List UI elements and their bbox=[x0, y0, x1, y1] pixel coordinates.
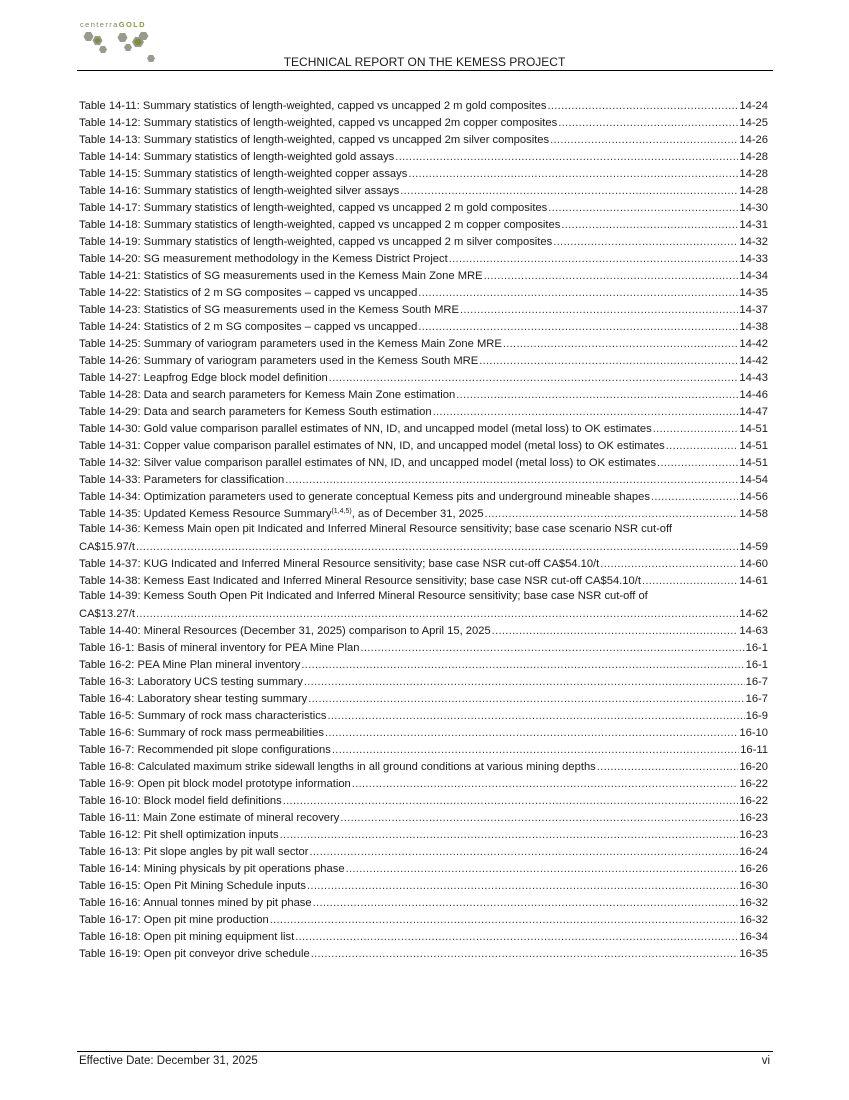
toc-entry-title bbox=[79, 235, 552, 250]
toc-dot-leader bbox=[550, 133, 738, 148]
toc-entry-title-text: Table 14-16: Summary statistics of length-weighted silver assays bbox=[79, 185, 400, 197]
toc-entry-title-text: Table 14-24: Statistics of 2 m SG composites – capped vs uncapped bbox=[79, 321, 418, 333]
toc-entry[interactable] bbox=[79, 589, 768, 622]
toc-entry-page: 16-32 bbox=[739, 897, 768, 909]
toc-dot-leader bbox=[329, 371, 739, 386]
toc-entry-title-text: Table 14-22: Statistics of 2 m SG composites – capped vs uncapped bbox=[79, 287, 418, 299]
toc-entry[interactable] bbox=[79, 741, 768, 758]
toc-entry-page: 14-34 bbox=[739, 270, 768, 282]
toc-entry[interactable] bbox=[79, 165, 768, 182]
toc-entry-page: 16-22 bbox=[739, 795, 768, 807]
toc-entry-page: 16-10 bbox=[739, 727, 768, 739]
toc-entry[interactable] bbox=[79, 555, 768, 572]
toc-entry-page: 14-62 bbox=[739, 608, 768, 620]
toc-entry-page: 14-37 bbox=[739, 304, 768, 316]
toc-dot-leader bbox=[492, 624, 739, 639]
toc-entry-title bbox=[79, 726, 324, 741]
toc-entry-title-text: Table 14-18: Summary statistics of length-weighted, capped vs uncapped 2 m copper composites bbox=[79, 219, 561, 231]
toc-dot-leader bbox=[484, 269, 739, 284]
toc-entry-title-text: Table 14-11: Summary statistics of length-weighted, capped vs uncapped 2 m gold composites bbox=[79, 100, 547, 112]
toc-entry[interactable] bbox=[79, 250, 768, 267]
toc-entry[interactable] bbox=[79, 114, 768, 131]
toc-entry[interactable] bbox=[79, 471, 768, 488]
toc-entry-page: 14-35 bbox=[739, 287, 768, 299]
toc-entry[interactable] bbox=[79, 267, 768, 284]
toc-entry[interactable] bbox=[79, 792, 768, 809]
toc-entry-page: 14-58 bbox=[739, 508, 768, 520]
toc-entry[interactable] bbox=[79, 420, 768, 437]
toc-entry[interactable] bbox=[79, 826, 768, 843]
toc-entry-page: 14-63 bbox=[739, 625, 768, 637]
toc-entry-page: 16-26 bbox=[739, 863, 768, 875]
toc-entry-title bbox=[79, 388, 455, 403]
toc-entry-page: 14-54 bbox=[739, 474, 768, 486]
toc-entry[interactable] bbox=[79, 843, 768, 860]
toc-entry[interactable] bbox=[79, 318, 768, 335]
toc-entry-page: 16-34 bbox=[739, 931, 768, 943]
toc-dot-leader bbox=[479, 354, 738, 369]
toc-entry-title bbox=[79, 201, 547, 216]
toc-entry-title bbox=[79, 99, 546, 114]
toc-entry-page: 16-20 bbox=[739, 761, 768, 773]
toc-dot-leader bbox=[307, 879, 738, 894]
toc-entry-title-text: Table 16-10: Block model field definitions bbox=[79, 795, 282, 807]
toc-dot-leader bbox=[653, 422, 739, 437]
toc-entry-page: 14-61 bbox=[739, 575, 768, 587]
toc-entry-title-text: Table 16-7: Recommended pit slope configurations bbox=[79, 744, 331, 756]
toc-entry-title bbox=[79, 574, 641, 589]
toc-entry[interactable] bbox=[79, 622, 768, 639]
toc-entry-page: 14-51 bbox=[739, 440, 768, 452]
toc-entry[interactable] bbox=[79, 724, 768, 741]
toc-entry-title-text: Table 16-4: Laboratory shear testing summary bbox=[79, 693, 308, 705]
toc-dot-leader bbox=[418, 320, 738, 335]
toc-entry-page: 16-32 bbox=[739, 914, 768, 926]
toc-dot-leader bbox=[561, 218, 738, 233]
toc-entry-title-text: Table 16-6: Summary of rock mass permeabilities bbox=[79, 727, 324, 739]
toc-dot-leader bbox=[325, 726, 738, 741]
toc-dot-leader bbox=[340, 811, 738, 826]
toc-dot-leader bbox=[295, 930, 738, 945]
toc-entry-page: 14-25 bbox=[739, 117, 768, 129]
toc-dot-leader bbox=[327, 709, 744, 724]
logo-wordmark: centerraGOLD bbox=[80, 20, 146, 29]
toc-dot-leader bbox=[503, 337, 739, 352]
toc-dot-leader bbox=[360, 641, 744, 656]
toc-entry[interactable] bbox=[79, 386, 768, 403]
toc-entry-title-text: Table 14-28: Data and search parameters for Kemess Main Zone estimation bbox=[79, 389, 456, 401]
toc-entry-title-text: Table 14-27: Leapfrog Edge block model definition bbox=[79, 372, 328, 384]
list-of-tables bbox=[79, 97, 768, 962]
toc-entry-title-text: Table 14-31: Copper value comparison parallel estimates of NN, ID, and uncapped model (metal loss) to OK estimates bbox=[79, 440, 665, 452]
toc-dot-leader bbox=[558, 116, 738, 131]
toc-entry-page: 14-42 bbox=[739, 338, 768, 350]
toc-entry-title-text: Table 14-35: Updated Kemess Resource Summary bbox=[79, 508, 332, 520]
toc-entry-title bbox=[79, 473, 284, 488]
toc-entry-title-text: Table 14-15: Summary statistics of length-weighted copper assays bbox=[79, 168, 408, 180]
toc-entry-page: 14-38 bbox=[739, 321, 768, 333]
toc-dot-leader bbox=[332, 743, 739, 758]
toc-entry-title-continued: CA$15.97/t bbox=[79, 541, 135, 553]
toc-entry[interactable] bbox=[79, 437, 768, 454]
toc-entry[interactable] bbox=[79, 148, 768, 165]
toc-dot-leader bbox=[400, 184, 738, 199]
toc-entry-title-text: Table 14-17: Summary statistics of length-weighted, capped vs uncapped 2 m gold composites bbox=[79, 202, 548, 214]
toc-entry-title bbox=[79, 286, 417, 301]
toc-dot-leader bbox=[642, 574, 738, 589]
toc-entry-title bbox=[79, 354, 478, 369]
toc-entry-title bbox=[79, 675, 303, 690]
toc-entry-page: 14-47 bbox=[739, 406, 768, 418]
toc-entry-page: 14-51 bbox=[739, 423, 768, 435]
toc-entry-title-text: Table 14-20: SG measurement methodology in the Kemess District Project bbox=[79, 253, 448, 265]
toc-entry-title-text: Table 14-32: Silver value comparison parallel estimates of NN, ID, and uncapped model (metal loss) to OK estimates bbox=[79, 457, 657, 469]
toc-entry-title bbox=[79, 879, 306, 894]
toc-entry-page: 14-28 bbox=[739, 151, 768, 163]
toc-entry[interactable] bbox=[79, 775, 768, 792]
toc-entry-title bbox=[79, 862, 345, 877]
toc-entry-page: 14-28 bbox=[739, 168, 768, 180]
effective-date: Effective Date: December 31, 2025 bbox=[79, 1055, 258, 1067]
toc-entry-page: 14-24 bbox=[739, 100, 768, 112]
toc-entry[interactable] bbox=[79, 690, 768, 707]
toc-entry-title bbox=[79, 456, 656, 471]
toc-entry[interactable] bbox=[79, 403, 768, 420]
toc-dot-leader bbox=[136, 540, 738, 555]
toc-entry-title-text: Table 16-13: Pit slope angles by pit wall sector bbox=[79, 846, 309, 858]
toc-entry-page: 16-9 bbox=[745, 710, 768, 722]
toc-entry-title bbox=[79, 845, 308, 860]
toc-entry-title-text: Table 14-38: Kemess East Indicated and Inferred Mineral Resource sensitivity; base case NSR cut-off CA$54.10/t bbox=[79, 575, 641, 587]
toc-entry-title bbox=[79, 896, 312, 911]
toc-entry-page: 14-60 bbox=[739, 558, 768, 570]
toc-dot-leader bbox=[651, 490, 738, 505]
toc-dot-leader bbox=[449, 252, 739, 267]
toc-entry-title-text: Table 14-14: Summary statistics of length-weighted gold assays bbox=[79, 151, 395, 163]
toc-entry[interactable] bbox=[79, 216, 768, 233]
toc-entry-title bbox=[79, 133, 549, 148]
toc-entry-title-text: Table 14-33: Parameters for classification bbox=[79, 474, 285, 486]
toc-entry[interactable] bbox=[79, 352, 768, 369]
toc-entry[interactable] bbox=[79, 911, 768, 928]
toc-dot-leader bbox=[304, 675, 745, 690]
toc-entry[interactable] bbox=[79, 301, 768, 318]
toc-dot-leader bbox=[311, 947, 739, 962]
toc-entry-title-text: Table 16-18: Open pit mining equipment list bbox=[79, 931, 295, 943]
toc-entry-title-text: Table 16-3: Laboratory UCS testing summary bbox=[79, 676, 303, 688]
toc-entry-page: 16-23 bbox=[739, 829, 768, 841]
toc-entry-title-text: Table 14-26: Summary of variogram parameters used in the Kemess South MRE bbox=[79, 355, 479, 367]
toc-entry-title bbox=[79, 252, 448, 267]
toc-entry-title-continued: CA$13.27/t bbox=[79, 608, 135, 620]
toc-dot-leader bbox=[285, 473, 738, 488]
toc-entry-page: 14-30 bbox=[739, 202, 768, 214]
toc-entry[interactable] bbox=[79, 945, 768, 962]
toc-entry-title bbox=[79, 150, 394, 165]
toc-dot-leader bbox=[283, 794, 739, 809]
toc-dot-leader bbox=[136, 607, 738, 622]
toc-entry-title-text: Table 16-19: Open pit conveyor drive schedule bbox=[79, 948, 310, 960]
toc-entry[interactable] bbox=[79, 707, 768, 724]
toc-entry[interactable] bbox=[79, 758, 768, 775]
toc-entry-title-text: Table 16-16: Annual tonnes mined by pit phase bbox=[79, 897, 312, 909]
toc-entry-title bbox=[79, 371, 328, 386]
toc-entry-title bbox=[79, 439, 665, 454]
toc-entry-title bbox=[79, 777, 351, 792]
toc-dot-leader bbox=[597, 760, 739, 775]
toc-entry-title-text: Table 14-29: Data and search parameters for Kemess South estimation bbox=[79, 406, 432, 418]
toc-entry[interactable] bbox=[79, 639, 768, 656]
toc-dot-leader bbox=[308, 692, 744, 707]
toc-entry[interactable] bbox=[79, 894, 768, 911]
toc-entry-title bbox=[79, 930, 294, 945]
toc-dot-leader bbox=[600, 557, 738, 572]
toc-entry[interactable] bbox=[79, 454, 768, 471]
toc-entry-title-text: Table 16-2: PEA Mine Plan mineral inventory bbox=[79, 659, 301, 671]
toc-entry-title-suffix: , as of December 31, 2025 bbox=[351, 508, 484, 520]
toc-dot-leader bbox=[657, 456, 738, 471]
toc-entry-page: 14-26 bbox=[739, 134, 768, 146]
toc-entry-title bbox=[79, 269, 483, 284]
toc-entry-title bbox=[79, 557, 599, 572]
toc-dot-leader bbox=[301, 658, 744, 673]
toc-entry-page: 14-43 bbox=[739, 372, 768, 384]
toc-entry-page: 14-59 bbox=[739, 541, 768, 553]
toc-entry[interactable] bbox=[79, 284, 768, 301]
toc-entry[interactable] bbox=[79, 369, 768, 386]
toc-dot-leader bbox=[547, 99, 738, 114]
toc-entry-title bbox=[79, 828, 279, 843]
toc-entry-page: 14-28 bbox=[739, 185, 768, 197]
toc-entry-title-text: Table 14-30: Gold value comparison parallel estimates of NN, ID, and uncapped model (metal loss) to OK estimates bbox=[79, 423, 652, 435]
toc-entry-title bbox=[79, 709, 326, 724]
toc-entry-title-text: Table 16-11: Main Zone estimate of mineral recovery bbox=[79, 812, 340, 824]
toc-entry-title-text: Table 14-34: Optimization parameters used to generate conceptual Kemess pits and underground mineable shapes bbox=[79, 491, 650, 503]
toc-entry-page: 16-1 bbox=[745, 642, 768, 654]
toc-entry-page: 14-33 bbox=[739, 253, 768, 265]
toc-entry-title-text: Table 16-8: Calculated maximum strike sidewall lengths in all ground conditions at various mining depths bbox=[79, 761, 596, 773]
toc-dot-leader bbox=[270, 913, 739, 928]
toc-entry-title-text: Table 16-17: Open pit mine production bbox=[79, 914, 269, 926]
toc-entry[interactable] bbox=[79, 335, 768, 352]
toc-entry-title bbox=[79, 743, 331, 758]
toc-entry[interactable] bbox=[79, 182, 768, 199]
toc-entry-title bbox=[79, 641, 359, 656]
toc-entry-title-text: Table 14-25: Summary of variogram parameters used in the Kemess Main Zone MRE bbox=[79, 338, 502, 350]
toc-entry-title-text: Table 14-13: Summary statistics of length-weighted, capped vs uncapped 2m silver composites bbox=[79, 134, 550, 146]
toc-entry-title-text: Table 14-12: Summary statistics of length-weighted, capped vs uncapped 2m copper composites bbox=[79, 117, 558, 129]
toc-entry-title bbox=[79, 760, 596, 775]
toc-dot-leader bbox=[309, 845, 738, 860]
toc-entry-page: 16-11 bbox=[740, 744, 768, 756]
toc-entry-title bbox=[79, 337, 502, 352]
toc-dot-leader bbox=[456, 388, 738, 403]
toc-entry-page: 16-7 bbox=[745, 693, 768, 705]
page-number: vi bbox=[761, 1055, 770, 1067]
toc-entry[interactable] bbox=[79, 860, 768, 877]
toc-entry[interactable] bbox=[79, 809, 768, 826]
toc-entry-page: 16-22 bbox=[739, 778, 768, 790]
toc-entry-title-text: Table 16-5: Summary of rock mass characteristics bbox=[79, 710, 327, 722]
toc-entry-title bbox=[79, 320, 417, 335]
toc-entry-title bbox=[79, 947, 310, 962]
toc-entry[interactable] bbox=[79, 877, 768, 894]
toc-dot-leader bbox=[395, 150, 738, 165]
toc-entry-page: 14-31 bbox=[739, 219, 768, 231]
toc-dot-leader bbox=[666, 439, 739, 454]
toc-entry-title bbox=[79, 490, 650, 505]
toc-entry-page: 14-32 bbox=[739, 236, 768, 248]
toc-entry[interactable] bbox=[79, 928, 768, 945]
toc-entry-page: 16-23 bbox=[739, 812, 768, 824]
toc-entry[interactable] bbox=[79, 233, 768, 250]
footer-divider bbox=[77, 1051, 773, 1052]
toc-dot-leader bbox=[408, 167, 738, 182]
toc-entry-page: 16-30 bbox=[739, 880, 768, 892]
toc-entry-title bbox=[79, 507, 484, 522]
toc-entry-title: Table 14-39: Kemess South Open Pit Indicated and Inferred Mineral Resource sensitivity; base case NSR cut-off of bbox=[79, 590, 648, 602]
toc-dot-leader bbox=[433, 405, 739, 420]
toc-entry-title bbox=[79, 218, 560, 233]
toc-entry-page: 16-35 bbox=[739, 948, 768, 960]
toc-entry-title-text: Table 14-21: Statistics of SG measurements used in the Kemess Main Zone MRE bbox=[79, 270, 483, 282]
toc-entry-page: 16-7 bbox=[745, 676, 768, 688]
toc-entry-title bbox=[79, 913, 269, 928]
toc-dot-leader bbox=[280, 828, 739, 843]
toc-entry[interactable] bbox=[79, 97, 768, 114]
toc-dot-leader bbox=[346, 862, 739, 877]
toc-dot-leader bbox=[548, 201, 738, 216]
toc-dot-leader bbox=[460, 303, 738, 318]
toc-entry[interactable] bbox=[79, 522, 768, 555]
toc-entry-page: 16-24 bbox=[739, 846, 768, 858]
toc-entry-title-text: Table 14-19: Summary statistics of length-weighted, capped vs uncapped 2 m silver composites bbox=[79, 236, 553, 248]
toc-entry-title bbox=[79, 794, 282, 809]
toc-entry-title-text: Table 16-14: Mining physicals by pit operations phase bbox=[79, 863, 345, 875]
toc-entry-page: 14-42 bbox=[739, 355, 768, 367]
toc-entry-page: 14-56 bbox=[739, 491, 768, 503]
toc-entry-title bbox=[79, 405, 432, 420]
toc-entry-title bbox=[79, 303, 459, 318]
toc-entry-title bbox=[79, 624, 491, 639]
toc-entry[interactable] bbox=[79, 199, 768, 216]
toc-entry-title-text: Table 16-1: Basis of mineral inventory for PEA Mine Plan bbox=[79, 642, 360, 654]
toc-entry-title bbox=[79, 116, 557, 131]
toc-dot-leader bbox=[418, 286, 738, 301]
header-divider bbox=[77, 70, 773, 71]
toc-entry-title-text: Table 16-12: Pit shell optimization inputs bbox=[79, 829, 279, 841]
toc-entry[interactable] bbox=[79, 673, 768, 690]
toc-entry-title bbox=[79, 658, 300, 673]
toc-dot-leader bbox=[553, 235, 738, 250]
toc-entry-page: 16-1 bbox=[745, 659, 768, 671]
toc-dot-leader bbox=[485, 507, 739, 522]
toc-entry[interactable] bbox=[79, 656, 768, 673]
toc-entry-title bbox=[79, 692, 307, 707]
toc-entry-title bbox=[79, 422, 652, 437]
toc-entry[interactable] bbox=[79, 131, 768, 148]
toc-entry-title bbox=[79, 811, 339, 826]
toc-entry-title-text: Table 16-9: Open pit block model prototype information bbox=[79, 778, 351, 790]
toc-entry[interactable] bbox=[79, 572, 768, 589]
toc-entry-page: 14-51 bbox=[739, 457, 768, 469]
toc-entry-title bbox=[79, 167, 407, 182]
toc-entry-page: 14-46 bbox=[739, 389, 768, 401]
toc-entry-title-text: Table 14-40: Mineral Resources (December 31, 2025) comparison to April 15, 2025 bbox=[79, 625, 491, 637]
toc-entry-title bbox=[79, 184, 399, 199]
toc-entry-title-text: Table 14-23: Statistics of SG measurements used in the Kemess South MRE bbox=[79, 304, 459, 316]
toc-entry[interactable] bbox=[79, 505, 768, 522]
footnote-superscript: (1,4,5) bbox=[331, 508, 352, 515]
toc-dot-leader bbox=[313, 896, 739, 911]
toc-dot-leader bbox=[352, 777, 739, 792]
toc-entry-title: Table 14-36: Kemess Main open pit Indicated and Inferred Mineral Resource sensitivity; base case scenario NSR cut-off bbox=[79, 523, 673, 535]
toc-entry-title-text: Table 14-37: KUG Indicated and Inferred Mineral Resource sensitivity; base case NSR cut-off CA$54.10/t bbox=[79, 558, 600, 570]
toc-entry-title-text: Table 16-15: Open Pit Mining Schedule inputs bbox=[79, 880, 306, 892]
report-title: TECHNICAL REPORT ON THE KEMESS PROJECT bbox=[283, 55, 566, 69]
toc-entry[interactable] bbox=[79, 488, 768, 505]
